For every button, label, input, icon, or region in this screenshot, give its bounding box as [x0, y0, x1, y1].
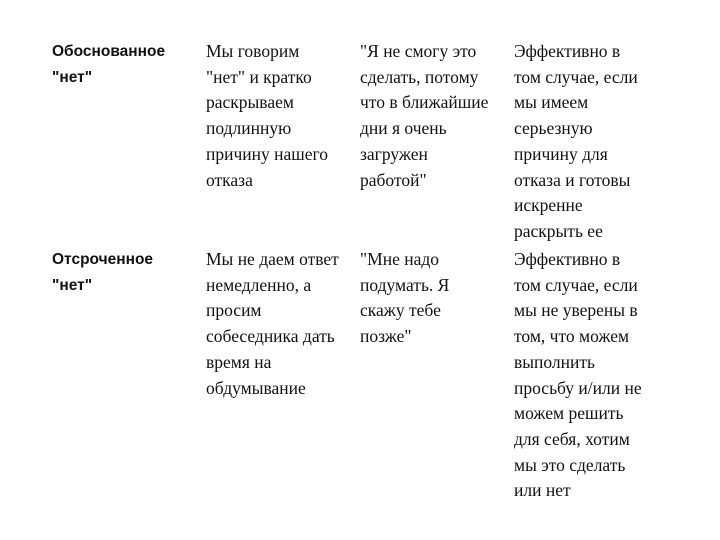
example-cell: "Я не смогу это сделать, потому что в ближайшие дни я очень загружен работой" [360, 41, 489, 190]
effectiveness-cell: Эффективно в том случае, если мы не уверены в том, что можем выполнить просьбу и/или не можем решить для себя, хотим мы это сделать или нет [514, 249, 642, 501]
term-cell: Обоснованное "нет" [52, 43, 166, 86]
effectiveness-cell: Эффективно в том случае, если мы имеем серьезную причину для отказа и готовы искренне раскрыть ее [514, 41, 638, 241]
example-cell: "Мне надо подумать. Я скажу тебе позже" [360, 249, 450, 347]
description-cell: Мы не даем ответ немедленно, а просим собеседника дать время на обдумывание [206, 249, 339, 398]
description-cell: Мы говорим "нет" и кратко раскрываем подлинную причину нашего отказа [206, 41, 329, 190]
term-cell: Отсроченное "нет" [52, 251, 154, 294]
